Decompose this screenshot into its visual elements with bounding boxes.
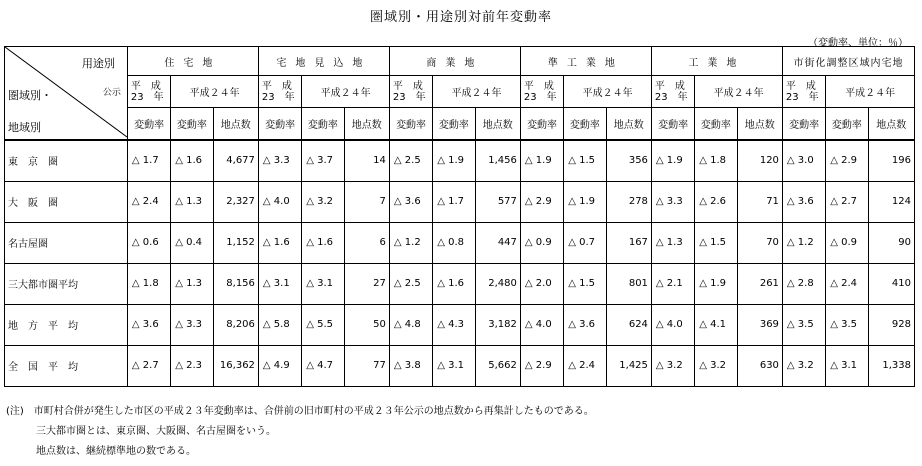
year23-line2: 23 年 — [130, 91, 164, 103]
rate24-cell: △ 4.1 — [695, 304, 737, 345]
rate24-cell: △ 1.7 — [433, 181, 475, 222]
rate24-cell: △ 1.9 — [695, 263, 737, 304]
rate23-cell: △ 3.1 — [258, 263, 301, 304]
footnotes — [6, 402, 594, 462]
rate24-subheader: 変動率 — [171, 108, 213, 141]
year23-header — [127, 76, 170, 108]
rate24-cell: △ 1.5 — [564, 140, 606, 181]
rate23-cell: △ 3.2 — [782, 345, 825, 386]
year24-header: 平成２４年 — [826, 76, 915, 108]
count-cell: 8,206 — [213, 304, 258, 345]
count-subheader: 地点数 — [213, 108, 258, 141]
count-cell: 167 — [606, 222, 651, 263]
row-region-label: 全 国 平 均 — [5, 345, 128, 386]
rate23-cell: △ 1.9 — [520, 140, 563, 181]
year24-header: 平成２４年 — [695, 76, 783, 108]
table-row — [5, 222, 915, 263]
count-cell: 630 — [737, 345, 782, 386]
rate23-cell: △ 2.1 — [651, 263, 694, 304]
category-header: 市街化調整区域内宅地 — [782, 47, 914, 76]
year23-line2: 23 年 — [654, 91, 688, 103]
count-cell: 928 — [868, 304, 914, 345]
table-row — [5, 140, 915, 181]
rate24-cell: △ 1.8 — [695, 140, 737, 181]
table-row — [5, 304, 915, 345]
year24-header: 平成２４年 — [564, 76, 652, 108]
year23-header — [782, 76, 825, 108]
rate23-cell: △ 1.3 — [651, 222, 694, 263]
rate24-cell: △ 3.6 — [564, 304, 606, 345]
rate24-cell: △ 2.9 — [826, 140, 868, 181]
rate24-cell: △ 0.8 — [433, 222, 475, 263]
rate24-subheader: 変動率 — [564, 108, 606, 141]
rate24-cell: △ 4.3 — [433, 304, 475, 345]
row-region-label: 地 方 平 均 — [5, 304, 128, 345]
rate24-cell: △ 3.5 — [826, 304, 868, 345]
row-region-label: 大 阪 圏 — [5, 181, 128, 222]
rate24-cell: △ 1.5 — [564, 263, 606, 304]
count-cell: 16,362 — [213, 345, 258, 386]
rate24-cell: △ 3.3 — [171, 304, 213, 345]
year23-line1: 平 成 — [392, 80, 423, 92]
rate23-cell: △ 0.6 — [127, 222, 170, 263]
rate24-cell: △ 2.3 — [171, 345, 213, 386]
year23-header — [520, 76, 563, 108]
year23-line2: 23 年 — [392, 91, 426, 103]
rate23-cell: △ 3.6 — [389, 181, 432, 222]
rate23-cell: △ 1.7 — [127, 140, 170, 181]
corner-region-pub-label: 圏域別・ — [8, 89, 52, 102]
year23-header — [389, 76, 432, 108]
count-cell: 90 — [868, 222, 914, 263]
rate23-subheader: 変動率 — [520, 108, 563, 141]
year23-line1: 平 成 — [785, 80, 816, 92]
count-cell: 77 — [344, 345, 389, 386]
rate23-cell: △ 3.2 — [651, 345, 694, 386]
corner-usage-label: 用途別 — [81, 57, 115, 70]
table-row — [5, 181, 915, 222]
rate23-cell: △ 1.2 — [389, 222, 432, 263]
rate23-cell: △ 4.0 — [258, 181, 301, 222]
rate24-cell: △ 0.7 — [564, 222, 606, 263]
rate23-cell: △ 2.5 — [389, 140, 432, 181]
rate24-subheader: 変動率 — [433, 108, 475, 141]
year23-line1: 平 成 — [261, 80, 292, 92]
rate-table — [4, 46, 915, 387]
rate23-cell: △ 2.9 — [520, 345, 563, 386]
table-row — [5, 263, 915, 304]
count-cell: 71 — [737, 181, 782, 222]
count-subheader: 地点数 — [737, 108, 782, 141]
rate24-cell: △ 1.5 — [695, 222, 737, 263]
rate24-cell: △ 0.4 — [171, 222, 213, 263]
rate23-subheader: 変動率 — [651, 108, 694, 141]
rate24-subheader: 変動率 — [695, 108, 737, 141]
category-header: 商業地 — [389, 47, 520, 76]
rate24-cell: △ 1.9 — [433, 140, 475, 181]
count-cell: 1,338 — [868, 345, 914, 386]
note-3: 地点数は、継続標準地の数である。 — [36, 446, 196, 457]
rate24-cell: △ 1.3 — [171, 263, 213, 304]
rate24-cell: △ 3.1 — [433, 345, 475, 386]
rate23-cell: △ 5.8 — [258, 304, 301, 345]
rate23-subheader: 変動率 — [389, 108, 432, 141]
rate23-cell: △ 3.5 — [782, 304, 825, 345]
year23-line1: 平 成 — [130, 80, 161, 92]
rate24-cell: △ 3.1 — [302, 263, 344, 304]
rate23-cell: △ 2.4 — [127, 181, 170, 222]
rate24-cell: △ 3.7 — [302, 140, 344, 181]
count-cell: 27 — [344, 263, 389, 304]
count-cell: 50 — [344, 304, 389, 345]
rate23-cell: △ 1.2 — [782, 222, 825, 263]
count-subheader: 地点数 — [606, 108, 651, 141]
count-cell: 261 — [737, 263, 782, 304]
category-header: 住宅地 — [127, 47, 258, 76]
rate24-cell: △ 2.6 — [695, 181, 737, 222]
year24-header: 平成２４年 — [171, 76, 259, 108]
unit-note: （変動率、単位：％） — [808, 38, 908, 49]
count-cell: 356 — [606, 140, 651, 181]
rate23-subheader: 変動率 — [127, 108, 170, 141]
page-title: 圏域別・用途別対前年変動率 — [369, 10, 552, 25]
rate23-cell: △ 4.0 — [651, 304, 694, 345]
rate23-cell: △ 1.9 — [651, 140, 694, 181]
count-cell: 3,182 — [475, 304, 520, 345]
year23-header — [258, 76, 301, 108]
count-subheader: 地点数 — [475, 108, 520, 141]
year23-line2: 23 年 — [523, 91, 557, 103]
rate24-cell: △ 0.9 — [826, 222, 868, 263]
rate23-subheader: 変動率 — [782, 108, 825, 141]
corner-region-label: 地域別 — [8, 121, 41, 134]
rate23-cell: △ 3.3 — [258, 140, 301, 181]
rate24-cell: △ 1.6 — [302, 222, 344, 263]
rate24-cell: △ 4.7 — [302, 345, 344, 386]
count-cell: 577 — [475, 181, 520, 222]
rate23-cell: △ 1.8 — [127, 263, 170, 304]
count-cell: 6 — [344, 222, 389, 263]
note-2: 三大都市圏とは、東京圏、大阪圏、名古屋圏をいう。 — [36, 426, 276, 437]
category-header: 工業地 — [651, 47, 782, 76]
rate23-cell: △ 3.0 — [782, 140, 825, 181]
count-cell: 2,480 — [475, 263, 520, 304]
rate23-cell: △ 2.5 — [389, 263, 432, 304]
count-cell: 1,425 — [606, 345, 651, 386]
year23-line1: 平 成 — [523, 80, 554, 92]
rate23-cell: △ 4.0 — [520, 304, 563, 345]
rate23-cell: △ 4.9 — [258, 345, 301, 386]
count-subheader: 地点数 — [344, 108, 389, 141]
count-cell: 70 — [737, 222, 782, 263]
table-row — [5, 345, 915, 386]
rate23-cell: △ 2.9 — [520, 181, 563, 222]
rate23-cell: △ 3.8 — [389, 345, 432, 386]
count-cell: 410 — [868, 263, 914, 304]
rate24-cell: △ 2.4 — [826, 263, 868, 304]
rate24-cell: △ 2.7 — [826, 181, 868, 222]
corner-pub-label: 公示 — [102, 88, 121, 98]
year24-header: 平成２４年 — [433, 76, 521, 108]
count-cell: 624 — [606, 304, 651, 345]
rate24-cell: △ 3.2 — [695, 345, 737, 386]
count-cell: 1,152 — [213, 222, 258, 263]
note-1: (注) 市町村合併が発生した市区の平成２３年変動率は、合併前の旧市町村の平成２３年公示の地点数から再集計したものである。 — [6, 406, 594, 417]
count-cell: 1,456 — [475, 140, 520, 181]
rate23-cell: △ 3.6 — [782, 181, 825, 222]
rate23-cell: △ 2.8 — [782, 263, 825, 304]
count-cell: 196 — [868, 140, 914, 181]
year23-line2: 23 年 — [785, 91, 819, 103]
count-cell: 14 — [344, 140, 389, 181]
rate23-cell: △ 3.6 — [127, 304, 170, 345]
rate24-cell: △ 1.9 — [564, 181, 606, 222]
rate24-cell: △ 3.2 — [302, 181, 344, 222]
count-cell: 120 — [737, 140, 782, 181]
rate23-cell: △ 2.0 — [520, 263, 563, 304]
count-cell: 4,677 — [213, 140, 258, 181]
row-region-label: 名古屋圏 — [5, 222, 128, 263]
rate23-cell: △ 0.9 — [520, 222, 563, 263]
corner-cell — [5, 47, 128, 141]
row-region-label: 三大都市圏平均 — [5, 263, 128, 304]
rate24-cell: △ 3.1 — [826, 345, 868, 386]
rate23-cell: △ 4.8 — [389, 304, 432, 345]
rate24-cell: △ 1.3 — [171, 181, 213, 222]
count-cell: 447 — [475, 222, 520, 263]
count-cell: 369 — [737, 304, 782, 345]
count-cell: 2,327 — [213, 181, 258, 222]
count-cell: 8,156 — [213, 263, 258, 304]
rate24-cell: △ 1.6 — [171, 140, 213, 181]
rate23-cell: △ 2.7 — [127, 345, 170, 386]
row-region-label: 東 京 圏 — [5, 140, 128, 181]
count-cell: 5,662 — [475, 345, 520, 386]
rate24-subheader: 変動率 — [826, 108, 868, 141]
count-cell: 801 — [606, 263, 651, 304]
category-header: 準工業地 — [520, 47, 651, 76]
rate24-cell: △ 5.5 — [302, 304, 344, 345]
rate24-cell: △ 1.6 — [433, 263, 475, 304]
category-header: 宅地見込地 — [258, 47, 389, 76]
year23-line1: 平 成 — [654, 80, 685, 92]
rate24-subheader: 変動率 — [302, 108, 344, 141]
year24-header: 平成２４年 — [302, 76, 390, 108]
rate23-cell: △ 1.6 — [258, 222, 301, 263]
year23-line2: 23 年 — [261, 91, 295, 103]
rate23-subheader: 変動率 — [258, 108, 301, 141]
count-cell: 7 — [344, 181, 389, 222]
count-subheader: 地点数 — [868, 108, 914, 141]
year23-header — [651, 76, 694, 108]
count-cell: 124 — [868, 181, 914, 222]
rate24-cell: △ 2.4 — [564, 345, 606, 386]
rate23-cell: △ 3.3 — [651, 181, 694, 222]
count-cell: 278 — [606, 181, 651, 222]
